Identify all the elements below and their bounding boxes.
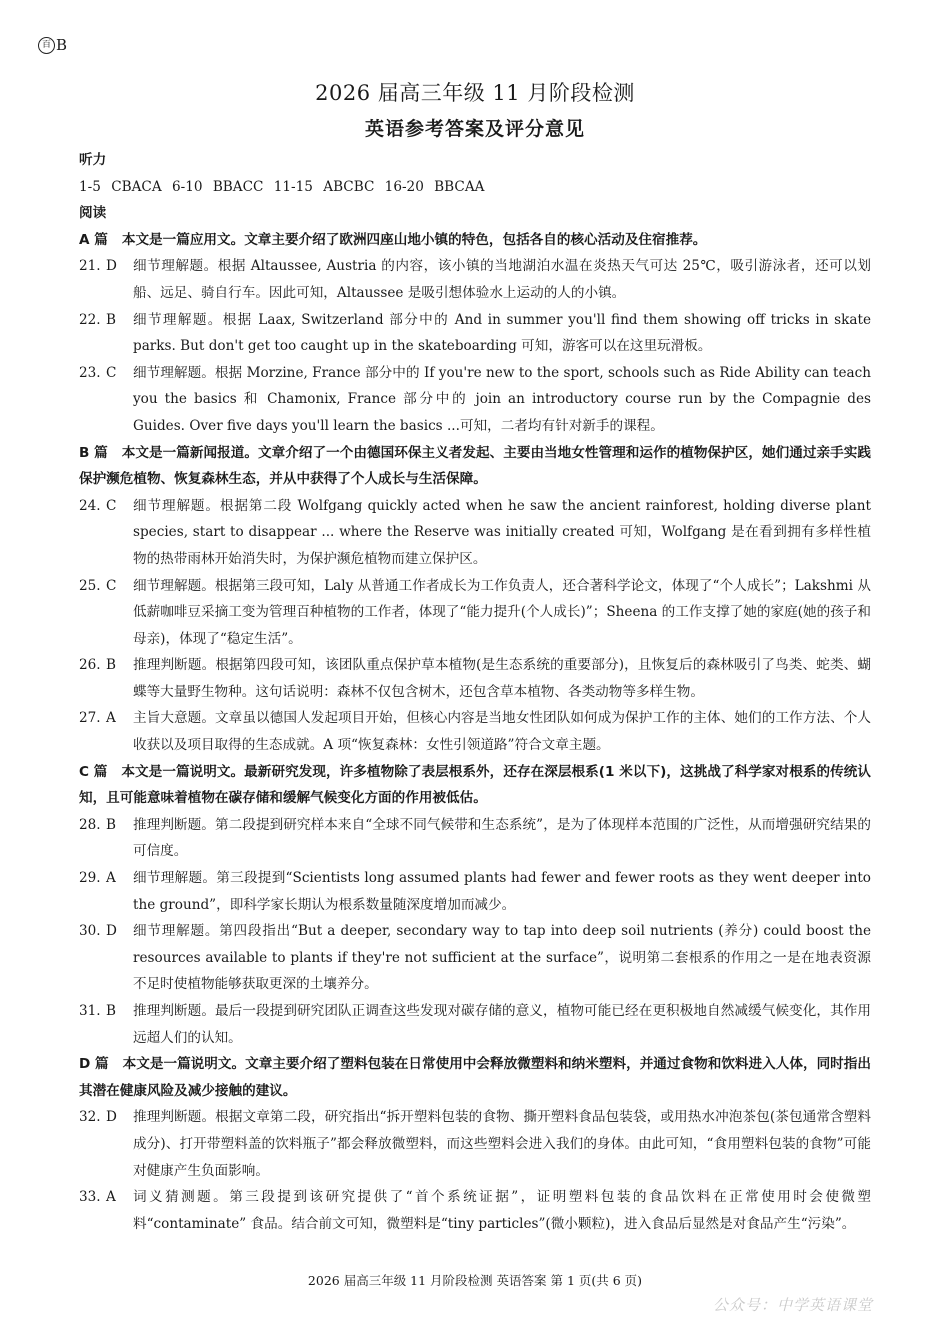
answer-letter: B [106,311,116,328]
question-number: 30. [79,923,101,940]
listening-answer-keys: 1-5 CBACA 6-10 BBACC 11-15 ABCBC 16-20 BBCAA [79,178,485,195]
question-number: 29. [79,870,101,887]
question-number: 28. [79,816,101,833]
answer-explanation: 细节理解题。根据第二段 Wolfgang quickly acted when he saw the ancient rainforest, holding diverse plant species, start to disappear ... where the Reserve was initially created 可知，Wolfgang 是在看到拥有多样性植物的热带雨林开始消失时，为保护濒危植物而建立保护区。 [133,497,871,567]
passage-label: C 篇 [79,763,108,780]
answer-letter: C [106,497,117,514]
answer-item [79,918,871,998]
answer-explanation: 词义猜测题。第三段提到该研究提供了“首个系统证据”，证明塑料包装的食品饮料在正常使用时会使微塑料“contaminate” 食品。结合前文可知，微塑料是“tiny particles”(微小颗粒)，进入食品后显然是对食品产生“污染”。 [133,1189,871,1232]
answer-item [79,1184,871,1237]
answer-explanation: 推理判断题。根据第四段可知，该团队重点保护草本植物(是生态系统的重要部分)，且恢复后的森林吸引了鸟类、蛇类、蝴蝶等大量野生物种。这句话说明：森林不仅包含树木，还包含草本植物、各类动物等多样生物。 [133,657,871,700]
reading-passages [79,227,871,1238]
answer-letter: A [106,870,116,887]
answer-explanation: 细节理解题。根据 Altaussee, Austria 的内容，该小镇的当地湖泊水温在炎热天气可达 25℃，吸引游泳者，还可以划船、远足、骑自行车。因此可知，Altaussee 是吸引想体验水上运动的人的小镇。 [133,258,871,301]
answer-letter: B [106,1003,116,1019]
passage-summary: 本文是一篇说明文。文章主要介绍了塑料包装在日常使用中会释放微塑料和纳米塑料，并通过食物和饮料进入人体，同时指出其潜在健康风险及减少接触的建议。 [79,1056,871,1099]
passage-intro [79,759,871,812]
paper-badge [38,36,67,54]
answer-letter: D [106,1109,117,1126]
exam-title: 2026 届高三年级 11 月阶段检测 [315,81,635,105]
answer-letter: B [106,816,116,833]
question-number: 21. [79,258,101,275]
passage-intro [79,1051,871,1104]
question-number: 22. [79,311,101,328]
question-number: 31. [79,1003,101,1019]
answer-explanation: 推理判断题。最后一段提到研究团队正调查这些发现对碳存储的意义，植物可能已经在更积极地自然减缓气候变化，其作用远超人们的认知。 [133,1003,871,1046]
answer-item [79,307,871,360]
answer-item [79,493,871,573]
passage-intro [79,440,871,493]
passage-summary: 本文是一篇新闻报道。文章介绍了一个由德国环保主义者发起、主要由当地女性管理和运作的植物保护区，她们通过亲手实践保护濒危植物、恢复森林生态，并从中获得了个人成长与生活保障。 [79,444,871,488]
badge-circle-mark: 百 [38,37,55,54]
page-footer: 2026 届高三年级 11 月阶段检测 英语答案 第 1 页(共 6 页) [307,1273,643,1288]
answer-explanation: 主旨大意题。文章虽以德国人发起项目开始，但核心内容是当地女性团队如何成为保护工作的主体、她们的工作方法、个人收获以及项目取得的生态成就。A 项“恢复森林：女性引领道路”符合文章主题。 [133,710,871,754]
question-number: 33. [79,1189,101,1206]
answer-content [79,147,871,1237]
answer-item [79,360,871,440]
answer-item [79,573,871,653]
answer-item [79,705,871,758]
answer-item [79,998,871,1051]
answer-explanation: 推理判断题。第二段提到研究样本来自“全球不同气候带和生态系统”，是为了体现样本范围的广泛性，从而增强研究结果的可信度。 [133,816,871,860]
answer-explanation: 细节理解题。第四段指出“But a deeper, secondary way to tap into deep soil nutrients (养分) could boost the resources available to plants if they're not sufficient at the surface”，说明第二套根系的作用之一是在地表资源不足时使植物能够获取更深的土壤养分。 [133,923,871,993]
passage-intro [79,227,871,254]
answer-letter: D [106,258,117,275]
passage-label: B 篇 [79,444,108,461]
watermark: 公众号：中学英语课堂 [713,1296,874,1314]
answer-letter: A [106,1189,116,1206]
answer-explanation: 细节理解题。根据 Morzine, France 部分中的 If you're new to the sport, schools such as Ride Ability can teach you the basics 和 Chamonix, France 部分中的 join an introductory course run by the Compagnie des Guides. Over five days you'll learn the basics ...可知，二者均有针对新手的课程。 [133,364,871,434]
answer-item [79,812,871,865]
question-number: 24. [79,497,101,514]
passage-label: D 篇 [79,1056,109,1073]
reading-heading: 阅读 [79,205,107,222]
answer-letter: C [106,364,117,381]
question-number: 23. [79,364,101,381]
answer-letter: A [106,710,116,727]
answer-explanation: 细节理解题。第三段提到“Scientists long assumed plants had fewer and fewer roots as they went deeper into the ground”，即科学家长期认为根系数量随深度增加而减少。 [133,870,871,913]
answer-explanation: 细节理解题。根据 Laax, Switzerland 部分中的 And in summer you'll find them showing off tricks in skate parks. But don't get too caught up in the skateboarding 可知，游客可以在这里玩滑板。 [133,311,871,355]
answer-explanation: 推理判断题。根据文章第二段，研究指出“拆开塑料包装的食物、撕开塑料食品包装袋，或用热水冲泡茶包(茶包通常含塑料成分)、打开带塑料盖的饮料瓶子”都会释放微塑料，而这些塑料会进入我们的身体。由此可知，“食用塑料包装的食物”可能对健康产生负面影响。 [133,1109,871,1179]
passage-label: A 篇 [79,231,108,248]
answer-explanation: 细节理解题。根据第三段可知，Laly 从普通工作者成长为工作负责人，还合著科学论文，体现了“个人成长”；Lakshmi 从低薪咖啡豆采摘工变为管理百种植物的工作者，体现了“能力提升(个人成长)”；Sheena 的工作支撑了她的家庭(她的孩子和母亲)，体现了“稳定生活”。 [133,577,871,647]
passage-summary: 本文是一篇应用文。文章主要介绍了欧洲四座山地小镇的特色，包括各自的核心活动及住宿推荐。 [121,231,707,248]
answer-letter: C [106,577,117,594]
answer-key-title: 英语参考答案及评分意见 [364,118,585,140]
answer-item [79,253,871,306]
badge-letter: B [56,36,68,54]
question-number: 25. [79,577,101,594]
answer-item [79,865,871,918]
answer-item [79,1104,871,1184]
question-number: 26. [79,657,101,674]
listening-heading: 听力 [79,152,107,168]
question-number: 27. [79,710,101,727]
passage-summary: 本文是一篇说明文。最新研究发现，许多植物除了表层根系外，还存在深层根系(1 米以下)，这挑战了科学家对根系的传统认知，且可能意味着植物在碳存储和缓解气候变化方面的作用被低估。 [79,763,871,807]
question-number: 32. [79,1109,101,1126]
answer-letter: B [106,657,116,674]
answer-item [79,652,871,705]
answer-letter: D [106,923,117,940]
